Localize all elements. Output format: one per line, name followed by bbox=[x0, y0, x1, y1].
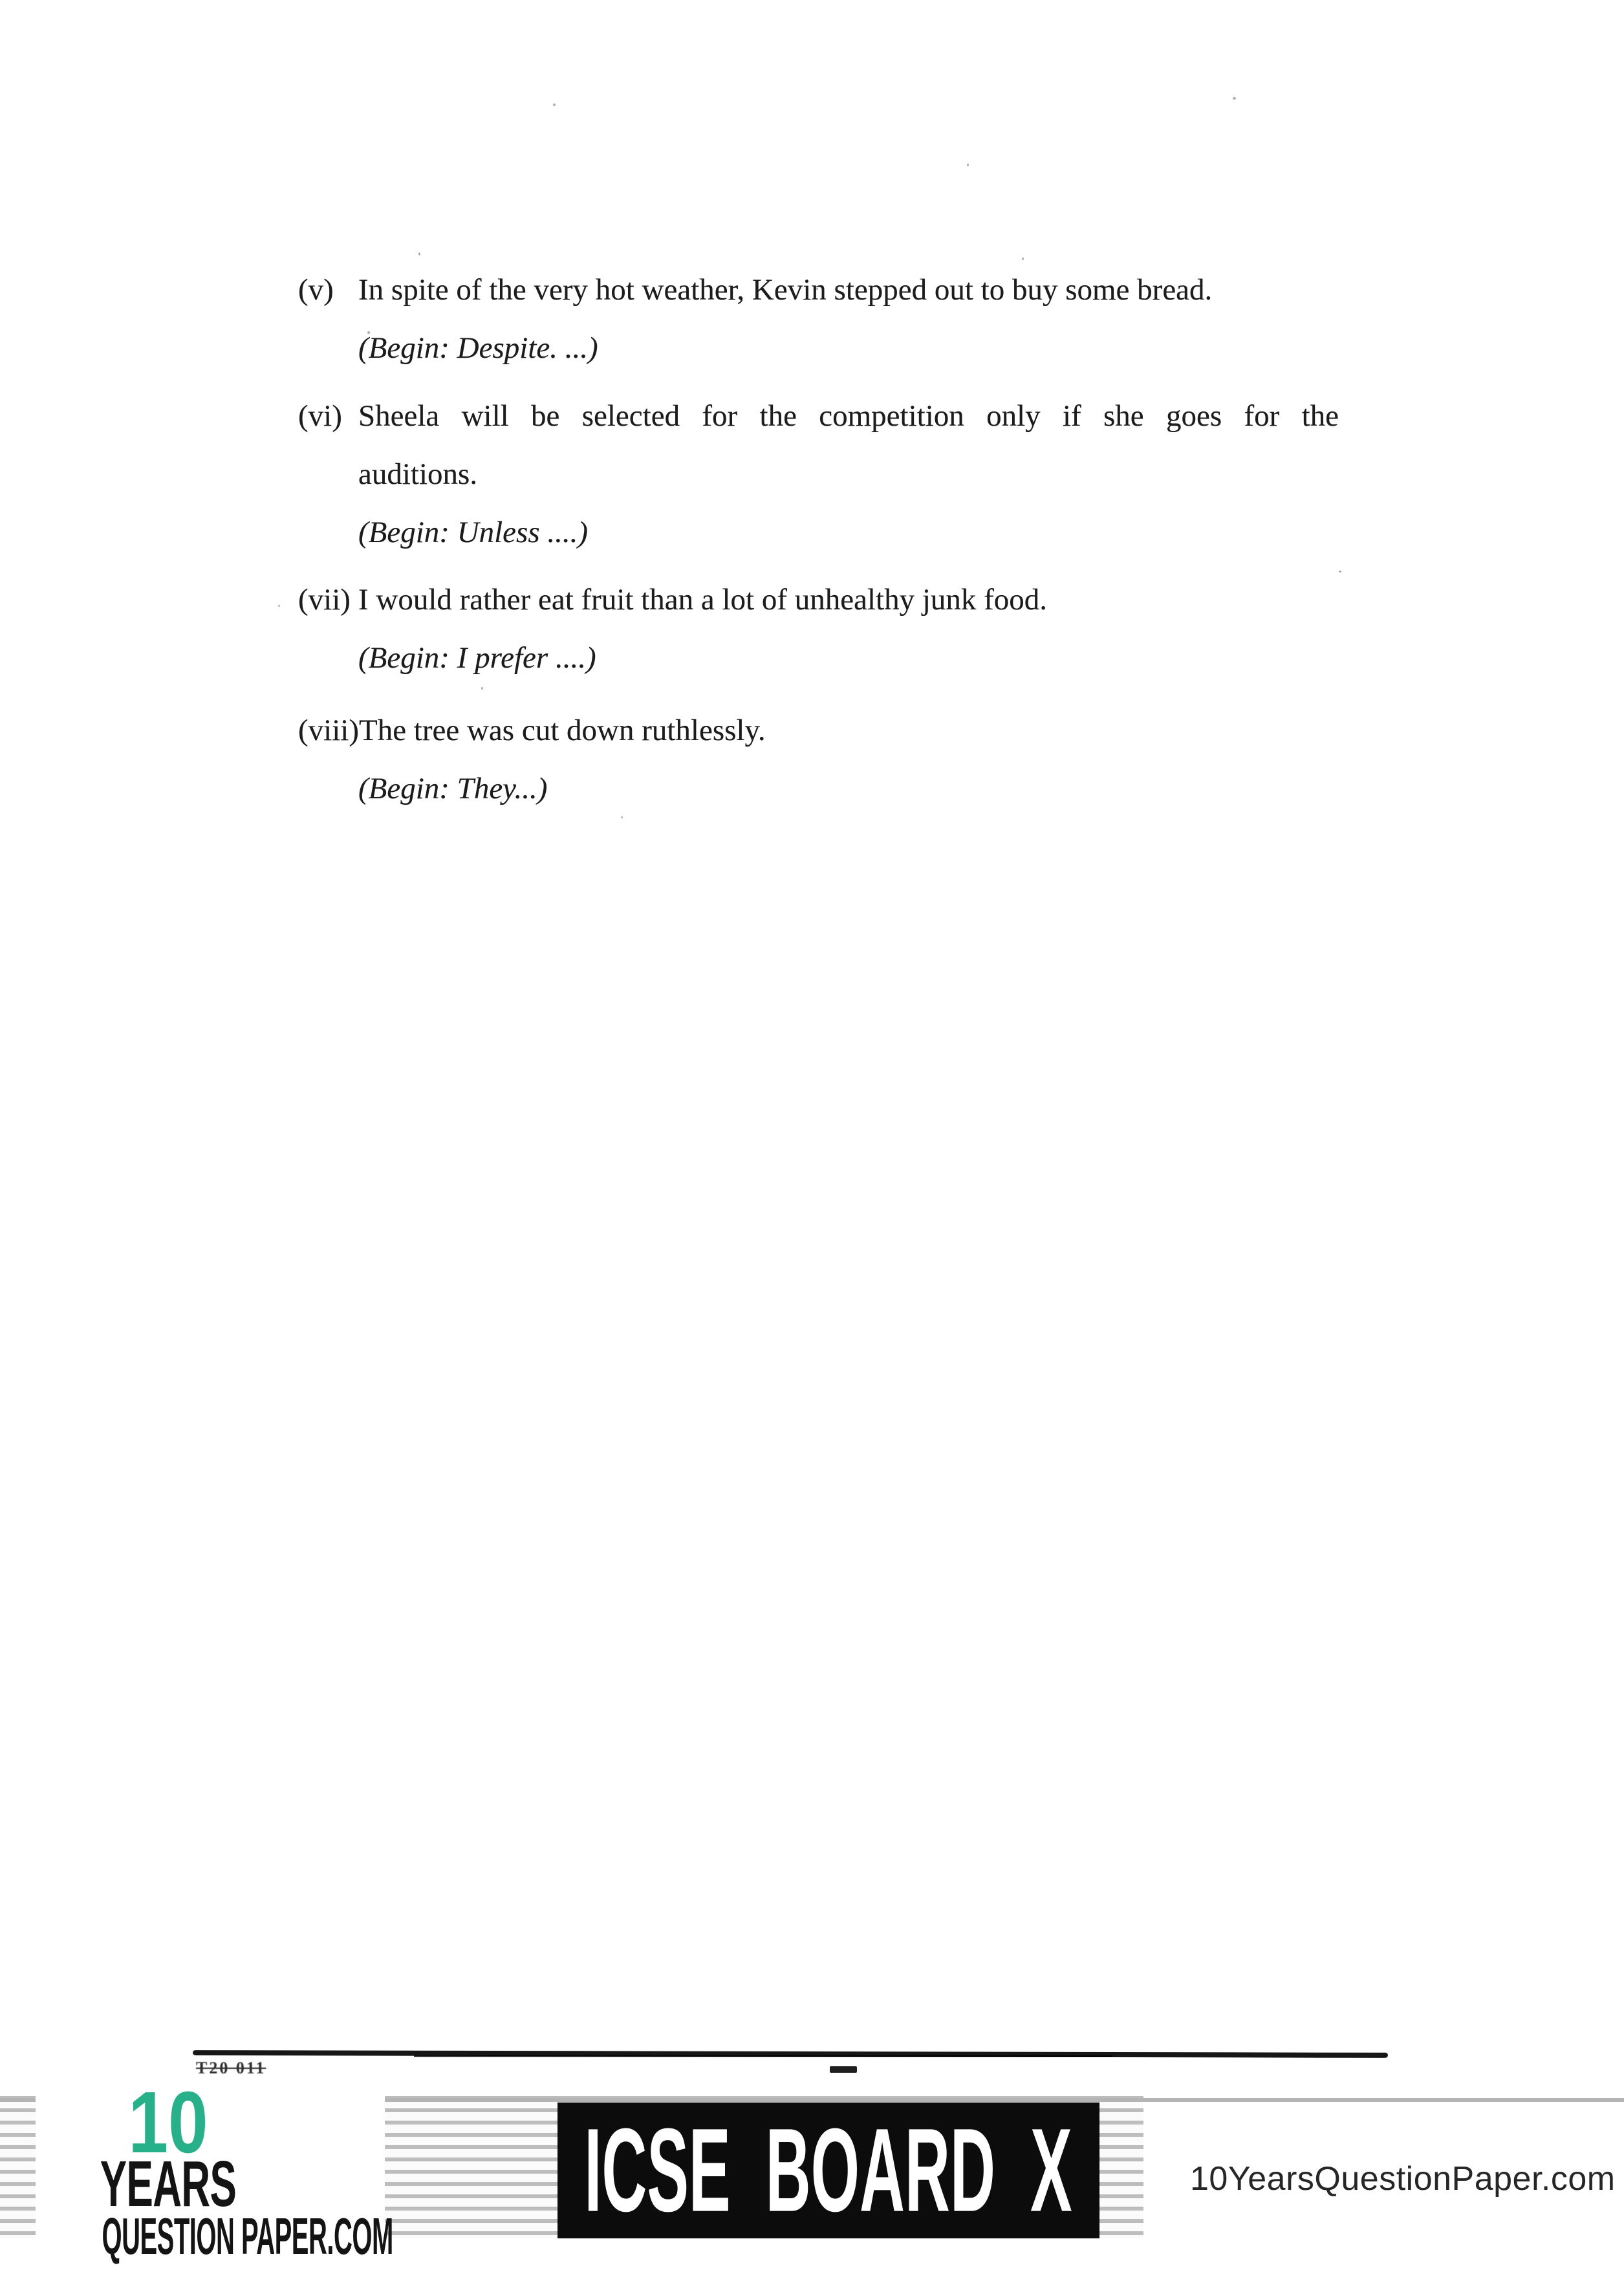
question-number: (vi) bbox=[298, 399, 342, 433]
question-text-line2: auditions. bbox=[358, 457, 478, 491]
question-text-line1: Sheela will be selected for the competition only if she goes for the bbox=[358, 399, 1339, 433]
scan-speck bbox=[481, 687, 483, 690]
scan-line-artifact-overlay bbox=[414, 2055, 1112, 2057]
question-item-vi bbox=[298, 387, 1411, 562]
scan-speck bbox=[1339, 571, 1341, 573]
question-item-viii bbox=[298, 701, 1411, 818]
ten-years-logo bbox=[36, 2073, 393, 2265]
scan-speck bbox=[1022, 257, 1024, 260]
logo-years-text: YEARS bbox=[100, 2148, 237, 2220]
scan-speck bbox=[967, 164, 969, 166]
scan-speck bbox=[1184, 415, 1186, 418]
scan-speck bbox=[1233, 97, 1236, 100]
scan-speck bbox=[367, 331, 370, 334]
question-item-v bbox=[298, 261, 1411, 377]
question-number: (viii) bbox=[298, 714, 359, 747]
question-text: I would rather eat fruit than a lot of unhealthy junk food. bbox=[358, 583, 1048, 617]
question-text: In spite of the very hot weather, Kevin stepped out to buy some bread. bbox=[358, 273, 1213, 307]
scan-speck bbox=[553, 104, 556, 106]
scan-speck bbox=[621, 816, 623, 818]
question-begin-hint: (Begin: Unless ....) bbox=[358, 516, 589, 549]
question-begin-hint: (Begin: Despite. ...) bbox=[358, 331, 598, 365]
question-number: (vii) bbox=[298, 583, 351, 617]
question-begin-hint: (Begin: I prefer ....) bbox=[358, 641, 596, 675]
question-number: (v) bbox=[298, 273, 334, 307]
website-url: 10YearsQuestionPaper.com bbox=[1190, 2160, 1616, 2198]
scan-speck bbox=[418, 252, 420, 256]
logo-questionpaper-text: QUESTION PAPER.COM bbox=[102, 2207, 393, 2265]
logo-panel bbox=[36, 2073, 393, 2280]
question-text: The tree was cut down ruthlessly. bbox=[358, 714, 766, 747]
question-item-vii bbox=[298, 571, 1411, 687]
banner-label: ICSE BOARD X bbox=[584, 2104, 1073, 2237]
icse-board-banner bbox=[558, 2103, 1099, 2238]
scan-speck bbox=[816, 288, 818, 290]
logo-ten-text: 10 bbox=[128, 2073, 208, 2171]
question-begin-hint: (Begin: They...) bbox=[358, 772, 548, 805]
scan-speck bbox=[278, 605, 280, 607]
struck-paper-code: T20 011 bbox=[196, 2059, 266, 2077]
scan-dash-artifact bbox=[830, 2066, 857, 2073]
